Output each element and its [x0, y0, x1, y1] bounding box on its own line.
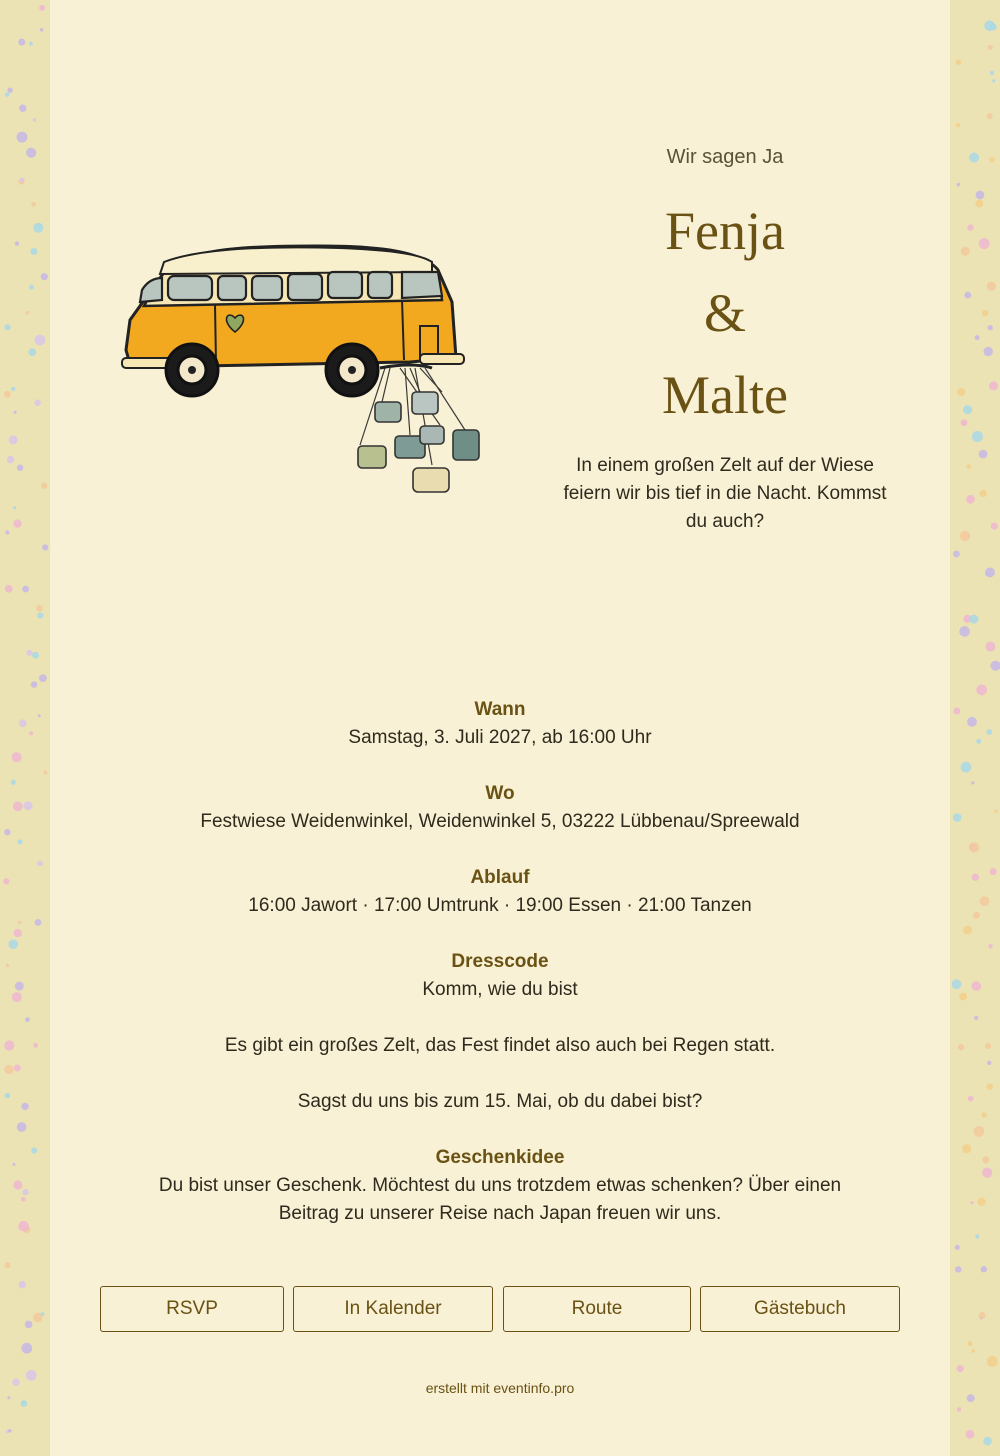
dresscode-block [50, 948, 950, 1004]
confetti-dot [963, 926, 972, 935]
confetti-dot [21, 1400, 28, 1407]
confetti-dot [990, 71, 994, 75]
dresscode-label: Dresscode [451, 951, 549, 972]
confetti-dot [966, 495, 975, 504]
confetti-dot [957, 1407, 962, 1412]
confetti-dot [22, 1189, 28, 1195]
confetti-dot [956, 123, 960, 127]
confetti-dot [959, 993, 967, 1001]
confetti-dot [987, 113, 993, 119]
confetti-dot [25, 1321, 33, 1329]
confetti-dot [986, 642, 996, 652]
add-to-calendar-button[interactable]: In Kalender [293, 1286, 493, 1332]
confetti-dot [5, 324, 11, 330]
schedule-label: Ablauf [470, 867, 530, 888]
confetti-dot [8, 1429, 12, 1433]
confetti-dot [971, 781, 974, 784]
confetti-dot [975, 1235, 979, 1239]
confetti-dot [26, 311, 30, 315]
confetti-dot [13, 801, 23, 811]
confetti-dot [14, 411, 17, 414]
confetti-dot [987, 282, 996, 291]
confetti-dot [957, 388, 965, 396]
confetti-dot [980, 896, 990, 906]
confetti-dot [13, 1180, 22, 1189]
confetti-dot [42, 544, 48, 550]
confetti-dot [957, 1365, 964, 1372]
event-details [50, 696, 950, 1256]
confetti-dots-right [950, 0, 1000, 1456]
confetti-dot [979, 1312, 986, 1319]
confetti-dot [953, 813, 962, 822]
confetti-dot [967, 717, 977, 727]
confetti-dot [956, 60, 961, 65]
confetti-dot [17, 465, 23, 471]
rain-note: Es gibt ein großes Zelt, das Fest findet also auch bei Regen statt. [224, 1035, 776, 1056]
confetti-dot [5, 1093, 11, 1099]
confetti-dot [33, 118, 37, 122]
confetti-dot [19, 105, 26, 112]
confetti-dot [989, 382, 998, 391]
confetti-dot [975, 200, 983, 208]
where-value: Festwiese Weidenwinkel, Weidenwinkel 5, 03222 Lübbenau/Spreewald [200, 811, 800, 832]
name-second: Malte [662, 365, 788, 425]
schedule-block [50, 864, 950, 920]
confetti-dot [21, 1197, 26, 1202]
confetti-dot [17, 132, 28, 143]
confetti-dot [14, 929, 22, 937]
confetti-dot [955, 1266, 961, 1272]
confetti-dot [987, 1061, 991, 1065]
confetti-dot [15, 241, 19, 245]
action-buttons [50, 1286, 950, 1334]
confetti-dot [982, 1156, 989, 1163]
confetti-dot [953, 708, 960, 715]
confetti-dot [21, 1343, 32, 1354]
confetti-dot [961, 419, 968, 426]
confetti-dot [29, 731, 33, 735]
name-ampersand: & [703, 283, 746, 343]
confetti-dot [990, 157, 995, 162]
confetti-dot [5, 531, 9, 535]
confetti-dot [957, 183, 961, 187]
confetti-dot [987, 1356, 998, 1367]
confetti-dot [988, 944, 992, 948]
confetti-dot [23, 801, 32, 810]
confetti-dot [37, 861, 43, 867]
confetti-dot [988, 45, 993, 50]
confetti-dot [12, 752, 22, 762]
gift-label: Geschenkidee [435, 1147, 565, 1168]
confetti-dot [988, 325, 993, 330]
confetti-dot [8, 939, 18, 949]
confetti-dot [990, 868, 997, 875]
confetti-dot [19, 719, 27, 727]
confetti-dot [978, 1198, 986, 1206]
confetti-dot [976, 739, 981, 744]
confetti-dot [18, 839, 23, 844]
confetti-dot [960, 531, 970, 541]
confetti-dot [967, 1341, 972, 1346]
invitation-card [50, 0, 950, 1456]
confetti-dot [13, 506, 16, 509]
confetti-dot [43, 771, 47, 775]
when-label: Wann [474, 699, 526, 720]
confetti-dot [973, 912, 980, 919]
confetti-dot [981, 1266, 987, 1272]
confetti-dot [26, 148, 36, 158]
confetti-dot [7, 456, 15, 464]
hero-text [550, 140, 900, 536]
confetti-dot [953, 551, 960, 558]
confetti-dot [961, 247, 970, 256]
dresscode-value: Komm, wie du bist [422, 979, 578, 1000]
confetti-dot [976, 191, 985, 200]
confetti-dot [984, 347, 993, 356]
confetti-dot [5, 585, 13, 593]
confetti-dot [5, 92, 10, 97]
confetti-dot [11, 387, 15, 391]
confetti-dot [37, 613, 43, 619]
confetti-dot [974, 1016, 978, 1020]
confetti-dot [985, 568, 995, 578]
confetti-dot [39, 5, 45, 11]
confetti-dot [987, 1083, 993, 1089]
confetti-dot [14, 1065, 21, 1072]
confetti-dot [13, 519, 21, 527]
confetti-dot [4, 1040, 14, 1050]
confetti-dot [972, 431, 983, 442]
confetti-dot [11, 780, 16, 785]
confetti-dot [981, 1112, 986, 1117]
confetti-dot [958, 1044, 964, 1050]
couple-names [550, 190, 900, 436]
confetti-dot [33, 1043, 38, 1048]
confetti-dot [12, 1379, 19, 1386]
confetti-dot [971, 1201, 974, 1204]
confetti-dot [31, 1147, 37, 1153]
where-block [50, 780, 950, 836]
when-value: Samstag, 3. Juli 2027, ab 16:00 Uhr [348, 727, 652, 748]
confetti-dot [3, 878, 9, 884]
confetti-dot [4, 1065, 13, 1074]
confetti-dot [12, 992, 22, 1002]
confetti-dot [31, 202, 36, 207]
confetti-dot [18, 39, 25, 46]
route-button[interactable]: Route [503, 1286, 691, 1332]
confetti-dot [9, 435, 18, 444]
confetti-dot [4, 391, 11, 398]
confetti-dot [970, 615, 979, 624]
gift-value: Du bist unser Geschenk. Möchtest du uns trotzdem etwas schenken? Über einen Beitrag zu unserer Reise nach Japan freuen wir uns. [158, 1175, 842, 1224]
guestbook-button[interactable]: Gästebuch [700, 1286, 900, 1332]
confetti-dot [20, 178, 25, 183]
confetti-dot [26, 650, 32, 656]
confetti-dot [985, 1043, 991, 1049]
confetti-dot [964, 292, 971, 299]
confetti-dot [6, 964, 10, 968]
confetti-dot [961, 762, 972, 773]
confetti-dot [35, 335, 46, 346]
confetti-dot [33, 223, 43, 233]
confetti-dot [35, 919, 42, 926]
confetti-dot [7, 1396, 10, 1399]
confetti-dot [983, 1437, 992, 1446]
confetti-dot [994, 809, 998, 813]
confetti-dot [4, 829, 10, 835]
confetti-dot [38, 714, 41, 717]
confetti-dot [955, 1245, 960, 1250]
tagline: Wir sagen Ja [666, 146, 784, 168]
confetti-dot [990, 661, 1000, 671]
confetti-dot [990, 23, 997, 30]
confetti-dot [15, 982, 24, 991]
confetti-dot [967, 464, 972, 469]
confetti-dot [972, 874, 979, 881]
when-block [50, 696, 950, 752]
confetti-border-right [950, 0, 1000, 1456]
confetti-dot [41, 273, 48, 280]
confetti-dot [982, 310, 989, 317]
confetti-dot [967, 1394, 975, 1402]
confetti-dot [975, 335, 980, 340]
confetti-dot [29, 42, 33, 46]
confetti-dot [979, 450, 988, 459]
confetti-dot [19, 1281, 27, 1289]
confetti-dot [992, 79, 995, 82]
confetti-dot [36, 605, 43, 612]
confetti-dot [32, 652, 39, 659]
confetti-dot [29, 285, 34, 290]
confetti-dot [967, 224, 973, 230]
confetti-dot [12, 1163, 15, 1166]
confetti-dot [31, 681, 38, 688]
confetti-dot [39, 674, 47, 682]
confetti-dot [969, 153, 979, 163]
confetti-dot [34, 399, 41, 406]
schedule-value: 16:00 Jawort · 17:00 Umtrunk · 19:00 Essen · 21:00 Tanzen [248, 895, 752, 916]
confetti-dot [982, 1168, 992, 1178]
confetti-dot [968, 1096, 974, 1102]
confetti-dot [986, 729, 992, 735]
confetti-dot [17, 1122, 27, 1132]
confetti-dot [980, 490, 987, 497]
confetti-dot [25, 1017, 30, 1022]
rsvp-button[interactable]: RSVP [100, 1286, 284, 1332]
confetti-dot [28, 348, 36, 356]
where-label: Wo [485, 783, 515, 804]
confetti-dot [33, 1313, 42, 1322]
confetti-dot [969, 842, 979, 852]
confetti-dot [30, 248, 37, 255]
confetti-dot [18, 921, 22, 925]
confetti-dot [962, 1144, 971, 1153]
confetti-dot [991, 523, 998, 530]
confetti-dot [966, 1430, 975, 1439]
confetti-dot [976, 684, 987, 695]
rsvp-note: Sagst du uns bis zum 15. Mai, ob du dabei bist? [297, 1091, 703, 1112]
confetti-dot [5, 1262, 11, 1268]
name-first: Fenja [665, 201, 785, 261]
gift-block [50, 1144, 950, 1228]
confetti-dot [973, 1126, 984, 1137]
confetti-dot [18, 1221, 29, 1232]
intro-text: In einem großen Zelt auf der Wiese feiern wir bis tief in die Nacht. Kommst du auch? [563, 455, 887, 532]
confetti-dots-left [0, 0, 50, 1456]
confetti-dot [40, 28, 44, 32]
confetti-dot [952, 979, 962, 989]
footer-credit[interactable]: erstellt mit eventinfo.pro [425, 1380, 575, 1396]
confetti-border-left [0, 0, 50, 1456]
confetti-dot [21, 1103, 28, 1110]
confetti-dot [41, 483, 47, 489]
confetti-dot [963, 405, 972, 414]
confetti-dot [972, 981, 982, 991]
confetti-dot [22, 586, 29, 593]
confetti-dot [979, 238, 990, 249]
vw-bus-with-cans-illustration [120, 240, 490, 510]
confetti-dot [26, 1370, 37, 1381]
confetti-dot [971, 1349, 975, 1353]
confetti-dot [7, 88, 12, 93]
confetti-dot [959, 626, 970, 637]
